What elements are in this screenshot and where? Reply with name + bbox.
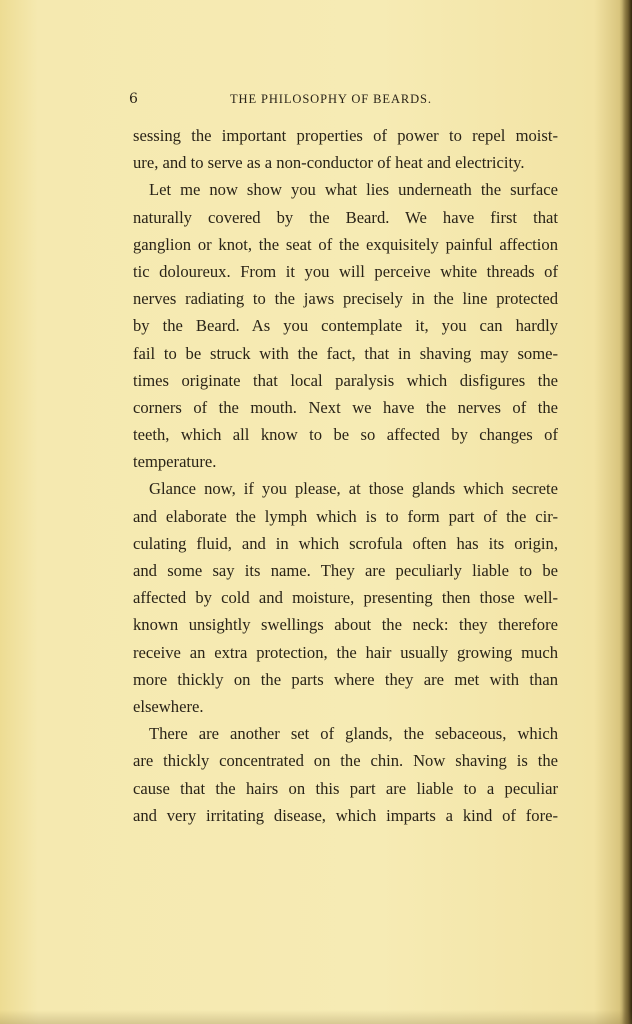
page-bottom-edge [0,1010,632,1024]
text-line: receive an extra protection, the hair usually growing much [133,642,558,662]
text-line: by the Beard. As you contemplate it, you can hardly [133,316,558,336]
text-line: culating fluid, and in which scrofula often has its origin, [133,533,558,553]
text-line: naturally covered by the Beard. We have first that [133,207,558,227]
page-number: 6 [129,91,139,107]
text-line: tic doloureux. From it you will perceive white threads of [133,261,558,281]
text-line: more thickly on the parts where they are met with than [133,669,558,689]
text-line: are thickly concentrated on the chin. Now shaving is the [133,751,558,771]
text-line: Let me now show you what lies underneath the surface [149,180,558,200]
text-line: cause that the hairs on this part are liable to a peculiar [133,778,558,798]
page-header [125,91,575,111]
page-edge-shadow [622,0,632,1024]
running-title: THE PHILOSOPHY OF BEARDS. [230,92,432,106]
text-line: ure, and to serve as a non-conductor of heat and electricity. [133,153,525,173]
text-line: fail to be struck with the fact, that in shaving may some- [133,343,558,363]
text-line: corners of the mouth. Next we have the nerves of the [133,397,558,417]
text-line: known unsightly swellings about the neck: they therefore [133,615,558,635]
text-line: times originate that local paralysis which disfigures the [133,370,558,390]
text-line: sessing the important properties of power to repel moist- [133,126,558,145]
body-text [133,122,558,829]
text-line: and elaborate the lymph which is to form part of the cir- [133,506,558,526]
text-line: elsewhere. [133,696,204,716]
text-line: and very irritating disease, which imparts a kind of fore- [133,805,558,825]
text-line: temperature. [133,452,217,472]
text-line: and some say its name. They are peculiarly liable to be [133,561,558,580]
text-line: Glance now, if you please, at those glands which secrete [149,479,558,499]
text-line: teeth, which all know to be so affected by changes of [133,425,558,445]
text-line: nerves radiating to the jaws precisely in the line protected [133,289,558,309]
text-line: affected by cold and moisture, presenting then those well- [133,588,558,608]
text-line: ganglion or knot, the seat of the exquisitely painful affection [133,234,558,254]
text-line: There are another set of glands, the sebaceous, which [149,724,558,744]
